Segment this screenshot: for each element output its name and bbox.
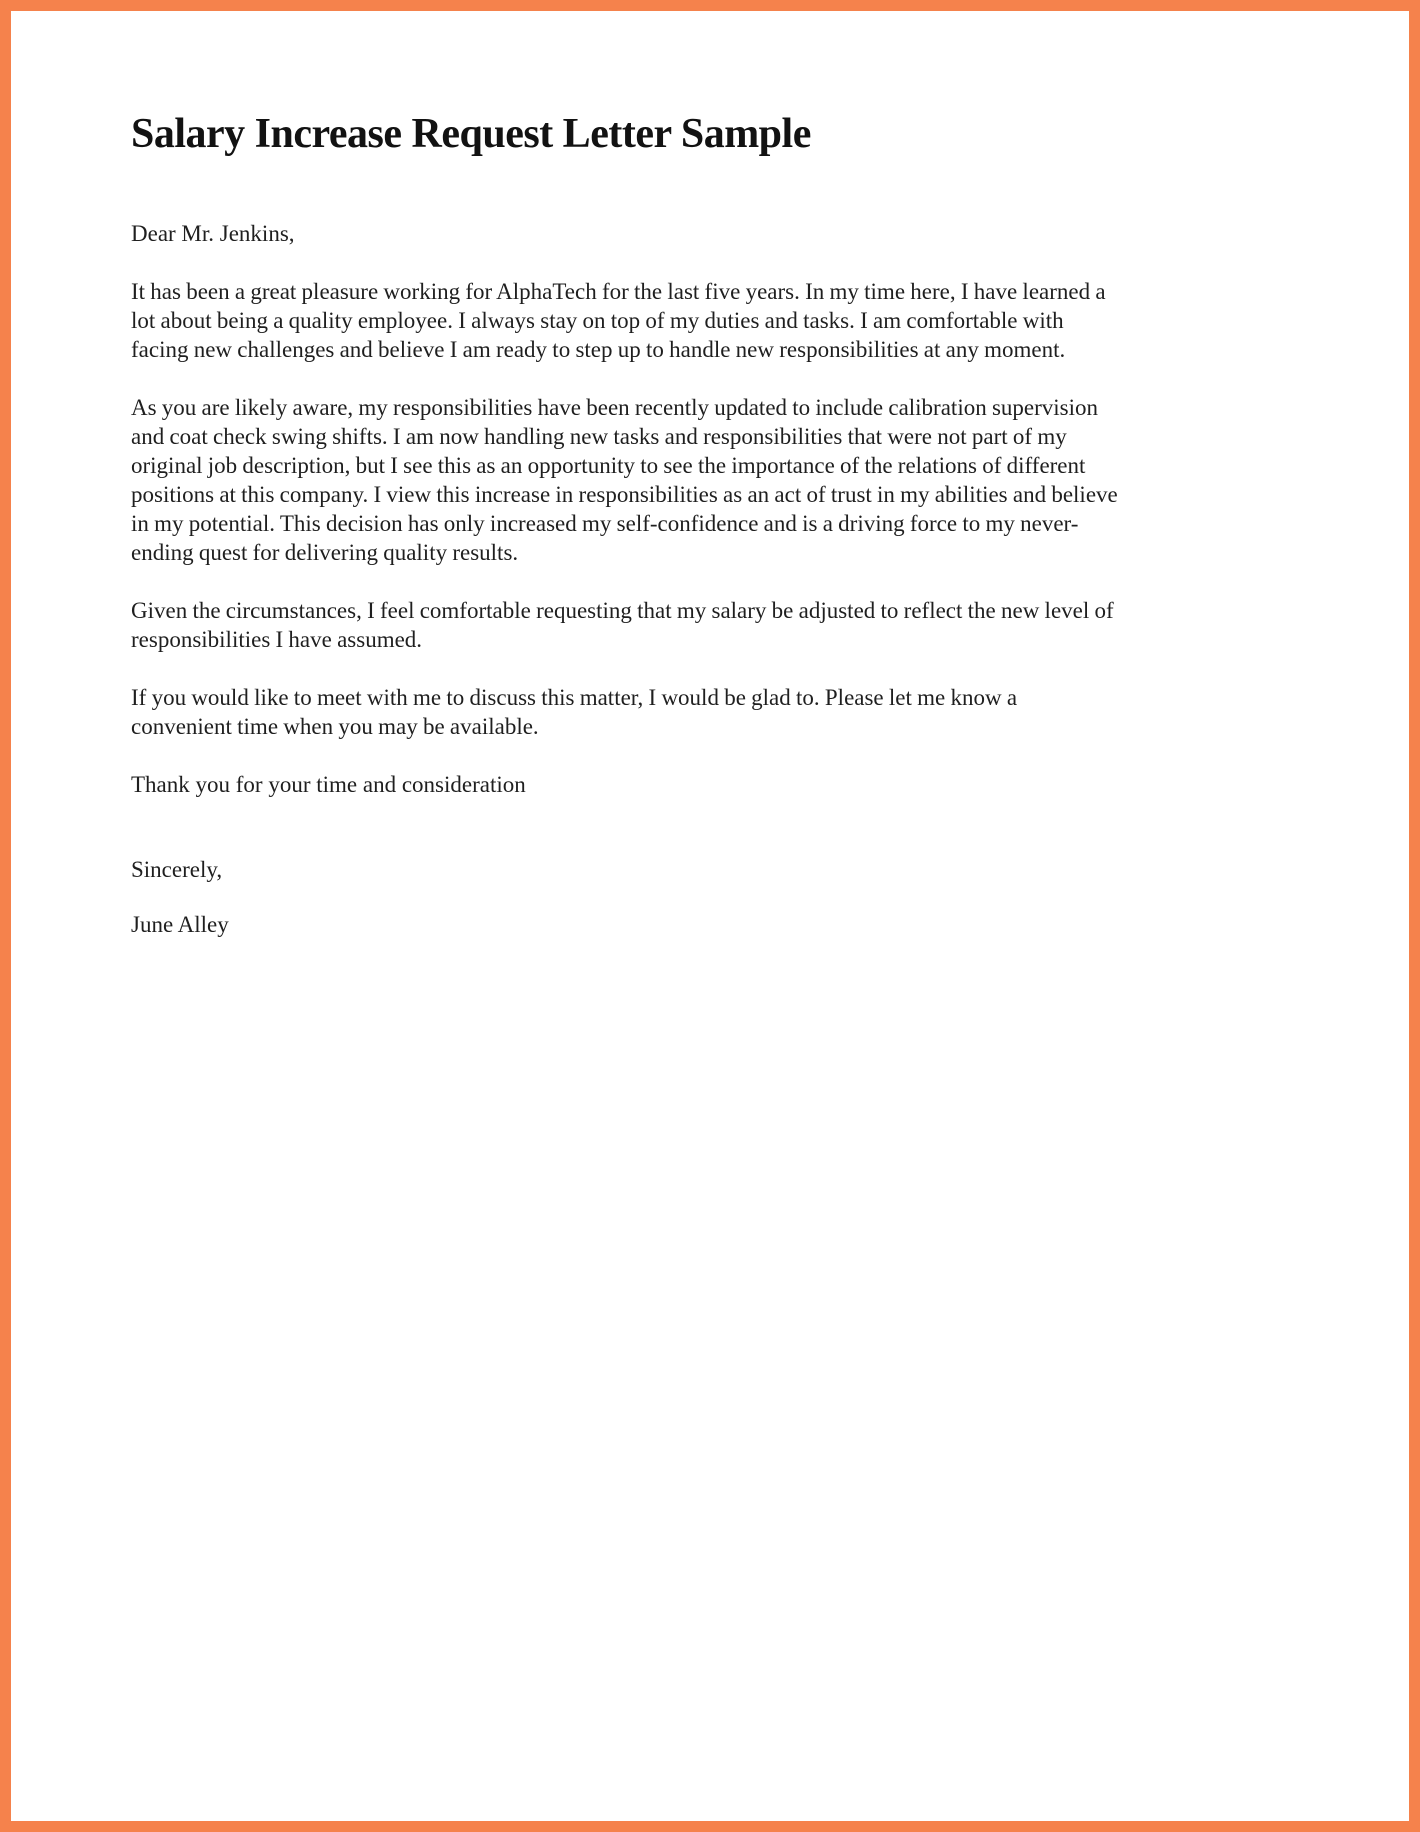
thanks-line: Thank you for your time and consideration xyxy=(131,772,526,798)
salutation: Dear Mr. Jenkins, xyxy=(131,221,295,247)
letter-content xyxy=(131,111,1123,939)
body-paragraph-3: Given the circumstances, I feel comfortable requesting that my salary be adjusted to reflect the new level of responsibilities I have assumed. xyxy=(131,598,1114,653)
closing-line: Sincerely, xyxy=(131,857,223,883)
letter-title: Salary Increase Request Letter Sample xyxy=(131,111,811,157)
signature-name: June Alley xyxy=(131,912,229,938)
body-paragraph-2: As you are likely aware, my responsibilities have been recently updated to include calibration supervision and coat check swing shifts. I am now handling new tasks and responsibilities that were not part of my original job description, but I see this as an opportunity to see the importance of the relations of different positions at this company. I view this increase in responsibilities as an act of trust in my abilities and believe in my potential. This decision has only increased my self-confidence and is a driving force to my never-ending quest for delivering quality results. xyxy=(131,395,1118,566)
body-paragraph-1: It has been a great pleasure working for AlphaTech for the last five years. In my time here, I have learned a lot about being a quality employee. I always stay on top of my duties and tasks. I am comfortable with facing new challenges and believe I am ready to step up to handle new responsibilities at any moment. xyxy=(131,279,1106,363)
body-paragraph-4: If you would like to meet with me to discuss this matter, I would be glad to. Please let me know a convenient time when you may be available. xyxy=(131,685,1018,740)
